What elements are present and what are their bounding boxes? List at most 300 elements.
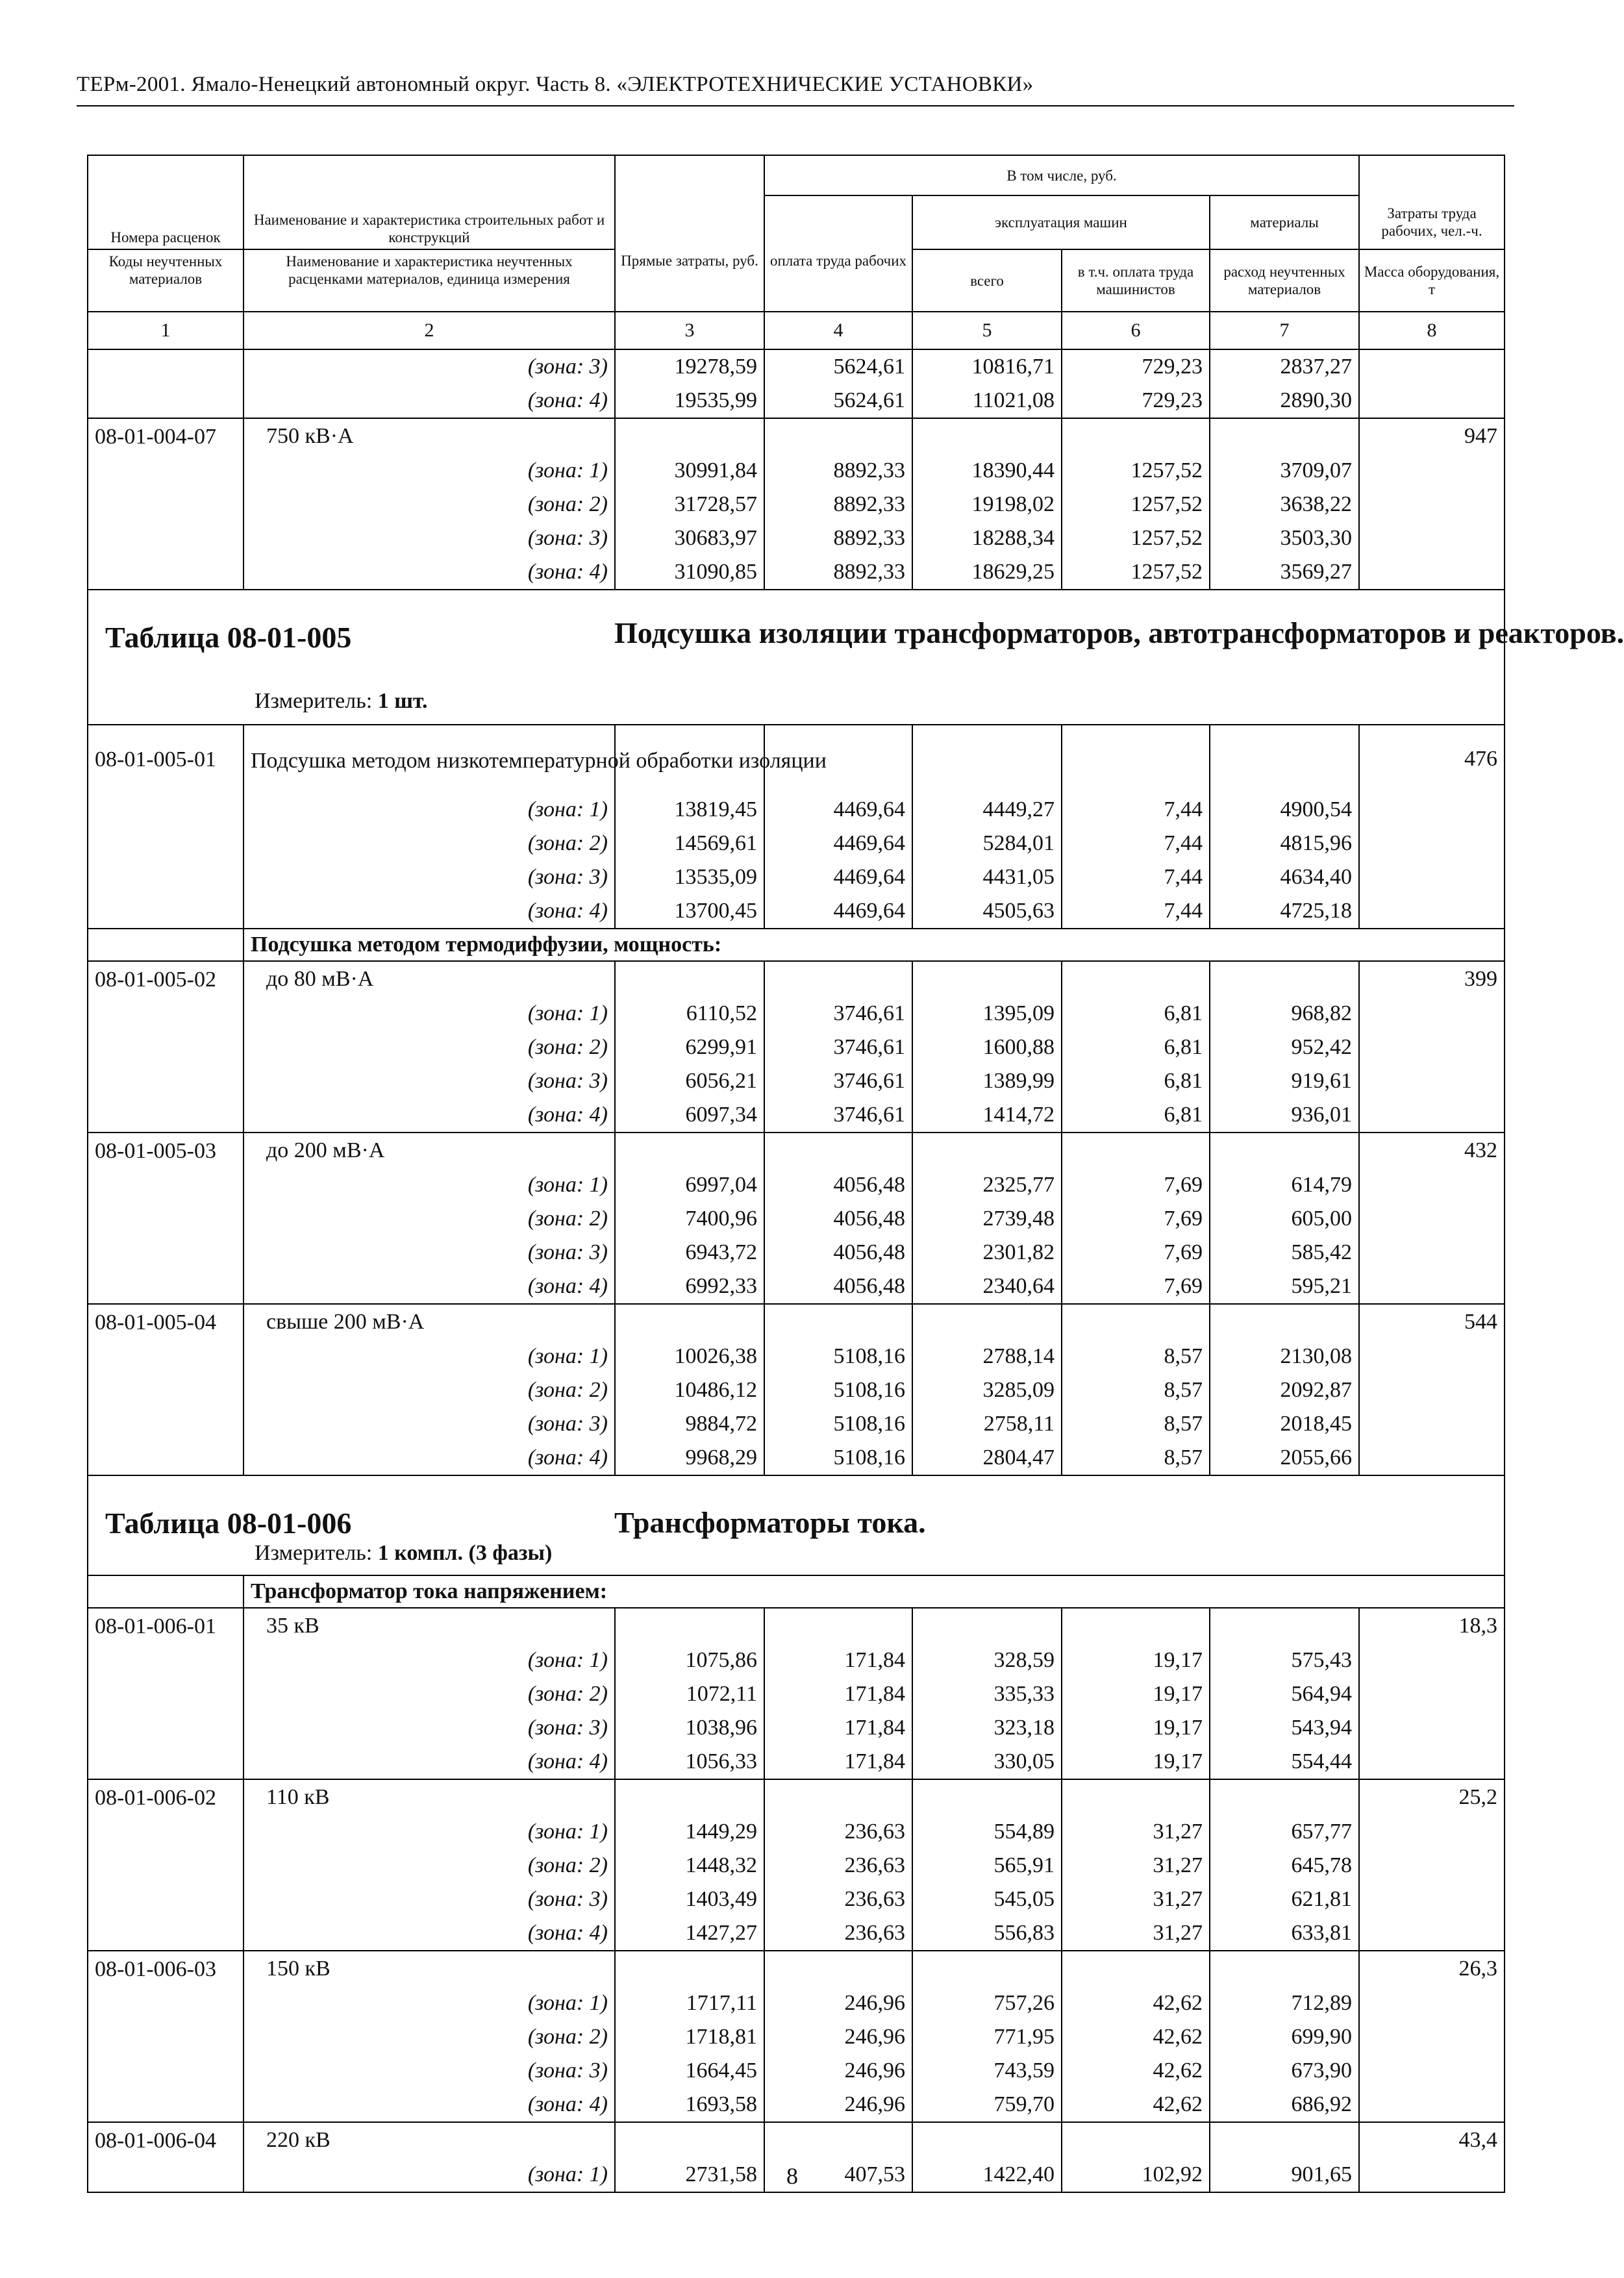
col-number: 3 [615, 312, 764, 349]
item-row [88, 961, 1505, 997]
code-cell [88, 488, 244, 521]
mass-cell [1359, 454, 1505, 488]
zone-label: (зона: 4) [244, 1916, 615, 1951]
value-cell [1062, 961, 1210, 997]
code-cell [88, 2158, 244, 2192]
value-cell: 3285,09 [912, 1373, 1062, 1407]
value-cell [1062, 1951, 1210, 1986]
zone-row [88, 1373, 1505, 1407]
value-cell: 31,27 [1062, 1916, 1210, 1951]
value-cell: 1072,11 [615, 1677, 764, 1711]
header-labor-costs: Затраты труда рабочих, чел.-ч. [1359, 195, 1505, 249]
value-cell: 246,96 [764, 2020, 912, 2054]
code-cell [88, 1441, 244, 1475]
page-header: ТЕРм-2001. Ямало-Ненецкий автономный округ. Часть 8. «ЭЛЕКТРОТЕХНИЧЕСКИЕ УСТАНОВКИ» [77, 73, 1034, 96]
mass-cell [1359, 1916, 1505, 1951]
value-cell: 7,69 [1062, 1270, 1210, 1304]
item-row [88, 1133, 1505, 1168]
value-cell: 236,63 [764, 1815, 912, 1849]
value-cell: 554,44 [1210, 1745, 1359, 1779]
code-cell [88, 1407, 244, 1441]
value-cell: 6056,21 [615, 1064, 764, 1098]
zone-label: (зона: 3) [244, 1064, 615, 1098]
zone-row [88, 1849, 1505, 1883]
value-cell: 4449,27 [912, 793, 1062, 827]
item-name: 35 кВ [244, 1608, 615, 1644]
value-cell [1210, 2122, 1359, 2158]
value-cell: 585,42 [1210, 1236, 1359, 1270]
value-cell [764, 961, 912, 997]
mass-cell [1359, 1986, 1505, 2020]
equipment-mass: 18,3 [1359, 1608, 1505, 1644]
rates-table [87, 155, 1624, 2193]
zone-row [88, 488, 1505, 521]
mass-cell [1359, 1677, 1505, 1711]
mass-cell [1359, 349, 1505, 384]
value-cell: 42,62 [1062, 2054, 1210, 2088]
code-cell [88, 555, 244, 590]
mass-cell [1359, 1098, 1505, 1133]
subheading-row [88, 929, 1505, 961]
value-cell: 30683,97 [615, 521, 764, 555]
rate-code: 08-01-006-04 [88, 2122, 244, 2158]
zone-row [88, 1711, 1505, 1745]
value-cell [912, 1779, 1062, 1815]
table-caption: Трансформаторы тока. [614, 1506, 926, 1539]
zone-label: (зона: 4) [244, 1098, 615, 1133]
rate-code: 08-01-005-02 [88, 961, 244, 997]
value-cell: 5108,16 [764, 1407, 912, 1441]
value-cell: 3638,22 [1210, 488, 1359, 521]
value-cell: 246,96 [764, 2088, 912, 2122]
value-cell [1062, 1304, 1210, 1340]
value-cell: 7,69 [1062, 1168, 1210, 1202]
value-cell: 19,17 [1062, 1677, 1210, 1711]
code-cell [88, 2054, 244, 2088]
value-cell: 968,82 [1210, 997, 1359, 1031]
item-row [88, 1951, 1505, 1986]
header-direct-costs: Прямые затраты, руб. [615, 249, 764, 312]
table-title-cell [88, 590, 1624, 725]
zone-label: (зона: 4) [244, 1745, 615, 1779]
code-cell [88, 1168, 244, 1202]
table-header [88, 155, 1505, 349]
table-meter [255, 689, 428, 714]
value-cell: 4469,64 [764, 894, 912, 929]
item-row [88, 418, 1505, 454]
zone-label: (зона: 1) [244, 2158, 615, 2192]
zone-row [88, 1064, 1505, 1098]
zone-label: (зона: 1) [244, 1168, 615, 1202]
value-cell: 1056,33 [615, 1745, 764, 1779]
value-cell: 11021,08 [912, 384, 1062, 418]
value-cell [764, 1304, 912, 1340]
equipment-mass: 43,4 [1359, 2122, 1505, 2158]
zone-label: (зона: 4) [244, 1270, 615, 1304]
code-cell [88, 1202, 244, 1236]
code-cell [88, 1031, 244, 1064]
code-cell [88, 894, 244, 929]
zone-row [88, 384, 1505, 418]
value-cell: 3709,07 [1210, 454, 1359, 488]
equipment-mass: 476 [1359, 725, 1505, 793]
value-cell: 19,17 [1062, 1745, 1210, 1779]
value-cell: 919,61 [1210, 1064, 1359, 1098]
zone-row [88, 2088, 1505, 2122]
value-cell: 171,84 [764, 1677, 912, 1711]
col-number: 6 [1062, 312, 1210, 349]
value-cell: 743,59 [912, 2054, 1062, 2088]
value-cell: 657,77 [1210, 1815, 1359, 1849]
zone-row [88, 1098, 1505, 1133]
value-cell: 246,96 [764, 1986, 912, 2020]
rate-code: 08-01-005-04 [88, 1304, 244, 1340]
zone-row [88, 1168, 1505, 1202]
meter-value: 1 шт. [377, 689, 428, 713]
item-row [88, 725, 1505, 793]
value-cell: 13819,45 [615, 793, 764, 827]
meter-value: 1 компл. (3 фазы) [377, 1541, 553, 1565]
zone-label: (зона: 4) [244, 555, 615, 590]
rate-code: 08-01-004-07 [88, 418, 244, 454]
item-name: до 200 мВ·А [244, 1133, 615, 1168]
header-blank [615, 195, 764, 249]
value-cell [1210, 418, 1359, 454]
value-cell: 8892,33 [764, 454, 912, 488]
zone-label: (зона: 3) [244, 860, 615, 894]
zone-row [88, 860, 1505, 894]
header-blank [615, 155, 764, 195]
equipment-mass: 544 [1359, 1304, 1505, 1340]
equipment-mass: 25,2 [1359, 1779, 1505, 1815]
item-name: свыше 200 мВ·А [244, 1304, 615, 1340]
value-cell: 7400,96 [615, 1202, 764, 1236]
value-cell: 18288,34 [912, 521, 1062, 555]
table-name: Таблица 08-01-005 [105, 621, 352, 654]
value-cell: 2092,87 [1210, 1373, 1359, 1407]
value-cell [1062, 418, 1210, 454]
value-cell: 2325,77 [912, 1168, 1062, 1202]
value-cell: 19,17 [1062, 1644, 1210, 1677]
value-cell: 2055,66 [1210, 1441, 1359, 1475]
col-number: 1 [88, 312, 244, 349]
code-cell [88, 1986, 244, 2020]
value-cell: 6,81 [1062, 1031, 1210, 1064]
zone-label: (зона: 1) [244, 1815, 615, 1849]
equipment-mass: 432 [1359, 1133, 1505, 1168]
value-cell [1062, 725, 1210, 793]
zone-label: (зона: 2) [244, 1849, 615, 1883]
value-cell: 171,84 [764, 1644, 912, 1677]
item-row [88, 1779, 1505, 1815]
value-cell: 545,05 [912, 1883, 1062, 1916]
mass-cell [1359, 2020, 1505, 2054]
mass-cell [1359, 1202, 1505, 1236]
value-cell: 3746,61 [764, 1031, 912, 1064]
table-title-cell [88, 1475, 1505, 1575]
zone-label: (зона: 2) [244, 488, 615, 521]
value-cell: 565,91 [912, 1849, 1062, 1883]
value-cell [764, 1951, 912, 1986]
mass-cell [1359, 2054, 1505, 2088]
value-cell: 1717,11 [615, 1986, 764, 2020]
value-cell: 4900,54 [1210, 793, 1359, 827]
header-codes-materials: Коды неучтенных материалов [88, 249, 244, 312]
mass-cell [1359, 793, 1505, 827]
zone-label: (зона: 3) [244, 349, 615, 384]
value-cell: 5624,61 [764, 384, 912, 418]
value-cell: 8,57 [1062, 1407, 1210, 1441]
code-cell [88, 997, 244, 1031]
value-cell [1210, 961, 1359, 997]
value-cell: 8892,33 [764, 488, 912, 521]
col-number: 8 [1359, 312, 1505, 349]
code-cell [88, 1575, 244, 1608]
value-cell: 4056,48 [764, 1202, 912, 1236]
col-number: 2 [244, 312, 615, 349]
header-equipment-mass: Масса оборудования, т [1359, 249, 1505, 312]
value-cell [615, 1951, 764, 1986]
value-cell: 6110,52 [615, 997, 764, 1031]
value-cell: 2731,58 [615, 2158, 764, 2192]
mass-cell [1359, 521, 1505, 555]
value-cell: 19535,99 [615, 384, 764, 418]
value-cell: 31,27 [1062, 1849, 1210, 1883]
zone-row [88, 1677, 1505, 1711]
value-cell [615, 961, 764, 997]
zone-row [88, 2054, 1505, 2088]
item-name: 750 кВ·А [244, 418, 615, 454]
zone-row [88, 1407, 1505, 1441]
zone-label: (зона: 3) [244, 1236, 615, 1270]
value-cell: 1427,27 [615, 1916, 764, 1951]
value-cell: 13535,09 [615, 860, 764, 894]
value-cell: 42,62 [1062, 2088, 1210, 2122]
value-cell [764, 418, 912, 454]
value-cell: 8,57 [1062, 1373, 1210, 1407]
zone-row [88, 555, 1505, 590]
table-title-row [88, 590, 1505, 725]
value-cell: 10486,12 [615, 1373, 764, 1407]
mass-cell [1359, 997, 1505, 1031]
value-cell: 8892,33 [764, 521, 912, 555]
zone-label: (зона: 3) [244, 2054, 615, 2088]
zone-label: (зона: 4) [244, 2088, 615, 2122]
code-cell [88, 1711, 244, 1745]
code-cell [88, 1098, 244, 1133]
code-cell [88, 827, 244, 860]
zone-label: (зона: 2) [244, 1202, 615, 1236]
value-cell: 564,94 [1210, 1677, 1359, 1711]
mass-cell [1359, 1441, 1505, 1475]
mass-cell [1359, 1373, 1505, 1407]
value-cell: 936,01 [1210, 1098, 1359, 1133]
value-cell: 14569,61 [615, 827, 764, 860]
value-cell: 42,62 [1062, 1986, 1210, 2020]
mass-cell [1359, 1711, 1505, 1745]
zone-row [88, 1236, 1505, 1270]
zone-label: (зона: 2) [244, 2020, 615, 2054]
value-cell [1210, 725, 1359, 793]
value-cell: 605,00 [1210, 1202, 1359, 1236]
table-title-block [88, 1476, 1504, 1575]
value-cell: 757,26 [912, 1986, 1062, 2020]
zone-row [88, 349, 1505, 384]
code-cell [88, 1340, 244, 1373]
value-cell: 4725,18 [1210, 894, 1359, 929]
value-cell: 2890,30 [1210, 384, 1359, 418]
table-name: Таблица 08-01-006 [105, 1507, 352, 1540]
zone-row [88, 1031, 1505, 1064]
value-cell: 2837,27 [1210, 349, 1359, 384]
subheading: Трансформатор тока напряжением: [244, 1575, 1505, 1608]
value-cell: 102,92 [1062, 2158, 1210, 2192]
mass-cell [1359, 1064, 1505, 1098]
value-cell [912, 725, 1062, 793]
value-cell: 4431,05 [912, 860, 1062, 894]
item-name: Подсушка методом низкотемпературной обработки изоляции [244, 725, 615, 793]
value-cell: 407,53 [764, 2158, 912, 2192]
header-incl-machinists: в т.ч. оплата труда машинистов [1062, 249, 1210, 312]
value-cell: 633,81 [1210, 1916, 1359, 1951]
value-cell [1062, 2122, 1210, 2158]
value-cell: 575,43 [1210, 1644, 1359, 1677]
mass-cell [1359, 555, 1505, 590]
mass-cell [1359, 1236, 1505, 1270]
code-cell [88, 1745, 244, 1779]
zone-label: (зона: 4) [244, 384, 615, 418]
value-cell [912, 418, 1062, 454]
zone-label: (зона: 2) [244, 827, 615, 860]
table-title-row [88, 1475, 1505, 1575]
value-cell: 3746,61 [764, 997, 912, 1031]
value-cell: 673,90 [1210, 2054, 1359, 2088]
value-cell: 8,57 [1062, 1340, 1210, 1373]
value-cell: 7,44 [1062, 894, 1210, 929]
value-cell [1062, 1608, 1210, 1644]
col-number: 5 [912, 312, 1062, 349]
value-cell: 10816,71 [912, 349, 1062, 384]
code-cell [88, 1916, 244, 1951]
value-cell [1210, 1133, 1359, 1168]
header-unaccounted-materials: расход неучтенных материалов [1210, 249, 1359, 312]
value-cell: 31,27 [1062, 1815, 1210, 1849]
zone-row [88, 1202, 1505, 1236]
value-cell: 1449,29 [615, 1815, 764, 1849]
code-cell [88, 1815, 244, 1849]
zone-label: (зона: 3) [244, 1407, 615, 1441]
value-cell [912, 1951, 1062, 1986]
value-cell [764, 2122, 912, 2158]
value-cell: 2301,82 [912, 1236, 1062, 1270]
code-cell [88, 2020, 244, 2054]
value-cell: 236,63 [764, 1883, 912, 1916]
value-cell: 8892,33 [764, 555, 912, 590]
value-cell: 3503,30 [1210, 521, 1359, 555]
value-cell [912, 961, 1062, 997]
value-cell: 2758,11 [912, 1407, 1062, 1441]
value-cell: 1693,58 [615, 2088, 764, 2122]
item-name: до 80 мВ·А [244, 961, 615, 997]
zone-label: (зона: 2) [244, 1373, 615, 1407]
mass-cell [1359, 1815, 1505, 1849]
value-cell [1062, 1133, 1210, 1168]
mass-cell [1359, 1745, 1505, 1779]
zone-row [88, 1270, 1505, 1304]
value-cell: 645,78 [1210, 1849, 1359, 1883]
code-cell [88, 384, 244, 418]
header-rule [77, 105, 1514, 106]
value-cell: 3746,61 [764, 1098, 912, 1133]
value-cell [615, 2122, 764, 2158]
mass-cell [1359, 2158, 1505, 2192]
value-cell [615, 1133, 764, 1168]
item-row [88, 1608, 1505, 1644]
zone-row [88, 1986, 1505, 2020]
rate-code: 08-01-005-01 [88, 725, 244, 793]
zone-row [88, 1883, 1505, 1916]
header-wages: оплата труда рабочих [764, 249, 912, 312]
code-cell [88, 1236, 244, 1270]
zone-label: (зона: 3) [244, 521, 615, 555]
zone-label: (зона: 1) [244, 793, 615, 827]
value-cell: 1448,32 [615, 1849, 764, 1883]
value-cell: 6097,34 [615, 1098, 764, 1133]
value-cell: 4505,63 [912, 894, 1062, 929]
value-cell: 2739,48 [912, 1202, 1062, 1236]
value-cell: 729,23 [1062, 384, 1210, 418]
value-cell [1210, 1608, 1359, 1644]
code-cell [88, 1373, 244, 1407]
mass-cell [1359, 1644, 1505, 1677]
value-cell: 4815,96 [1210, 827, 1359, 860]
value-cell: 6943,72 [615, 1236, 764, 1270]
meter-label: Измеритель: [255, 689, 373, 713]
table-title-block [88, 590, 1624, 724]
meter-label: Измеритель: [255, 1541, 373, 1565]
value-cell: 328,59 [912, 1644, 1062, 1677]
rate-code: 08-01-006-02 [88, 1779, 244, 1815]
item-row [88, 1304, 1505, 1340]
value-cell: 30991,84 [615, 454, 764, 488]
value-cell: 323,18 [912, 1711, 1062, 1745]
value-cell [615, 1779, 764, 1815]
value-cell: 771,95 [912, 2020, 1062, 2054]
value-cell: 7,69 [1062, 1236, 1210, 1270]
value-cell: 901,65 [1210, 2158, 1359, 2192]
zone-row [88, 793, 1505, 827]
value-cell: 6299,91 [615, 1031, 764, 1064]
value-cell: 686,92 [1210, 2088, 1359, 2122]
value-cell [615, 1608, 764, 1644]
value-cell: 621,81 [1210, 1883, 1359, 1916]
value-cell: 1257,52 [1062, 454, 1210, 488]
header-total: всего [912, 249, 1062, 312]
value-cell: 9884,72 [615, 1407, 764, 1441]
value-cell: 4469,64 [764, 860, 912, 894]
code-cell [88, 2088, 244, 2122]
zone-label: (зона: 1) [244, 997, 615, 1031]
subheading: Подсушка методом термодиффузии, мощность: [244, 929, 1505, 961]
item-row [88, 2122, 1505, 2158]
value-cell: 7,44 [1062, 827, 1210, 860]
value-cell [764, 1779, 912, 1815]
value-cell: 759,70 [912, 2088, 1062, 2122]
value-cell: 31728,57 [615, 488, 764, 521]
value-cell: 1718,81 [615, 2020, 764, 2054]
header-blank [88, 155, 244, 195]
zone-label: (зона: 4) [244, 1441, 615, 1475]
